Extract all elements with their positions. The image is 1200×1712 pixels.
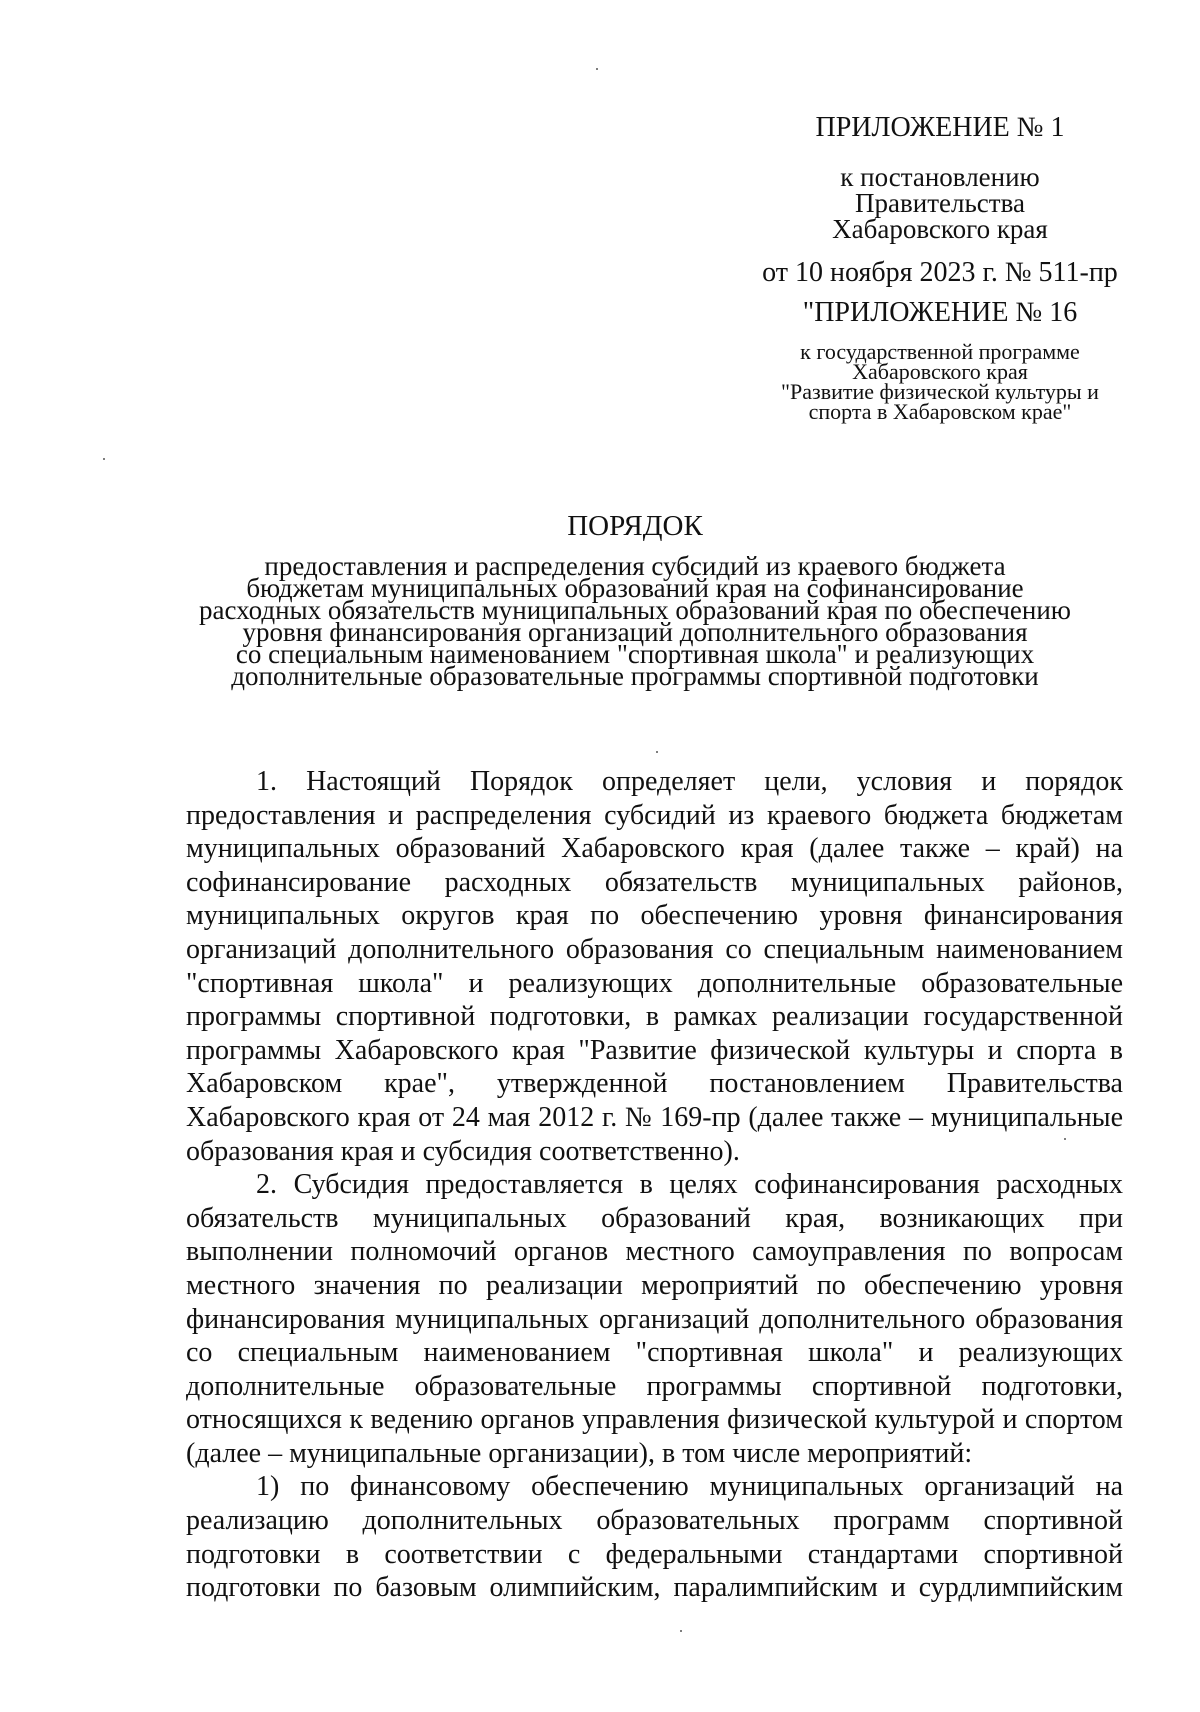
- program-reference: [730, 339, 1150, 424]
- subtitle-line-6: дополнительные образовательные программы спортивной подготовки: [231, 661, 1039, 691]
- scan-speck: [680, 1630, 682, 1632]
- paragraph-1: 1. Настоящий Порядок определяет цели, условия и порядок предоставления и распределения субсидий из краевого бюджета бюджетам муниципальных образований Хабаровского края (далее также – край) на софинансирование расходных обязательств муниципальных районов, муниципальных округов края по обеспечению уровня финансирования организаций дополнительного образования со специальным наименованием "спортивная школа" и реализующих дополнительные образовательные программы спортивной подготовки, в рамках реализации государственной программы Хабаровского края "Развитие физической культуры и спорта в Хабаровском крае", утвержденной постановлением Правительства Хабаровского края от 24 мая 2012 г. № 169-пр (далее также – муниципальные образования края и субсидия соответственно).: [186, 766, 1123, 1167]
- subtitle-line-3: расходных обязательств муниципальных образований края по обеспечению: [199, 595, 1071, 625]
- scan-speck: [656, 751, 658, 753]
- subtitle-line-5: со специальным наименованием "спортивная школа" и реализующих: [235, 639, 1035, 669]
- resolution-line-1: к постановлению: [840, 162, 1040, 192]
- document-subtitle: [185, 551, 1085, 691]
- paragraph-2: 2. Субсидия предоставляется в целях софинансирования расходных обязательств муниципальных образований края, возникающих при выполнении полномочий органов местного самоуправления по вопросам местного значения по реализации мероприятий по обеспечению уровня финансирования муниципальных организаций дополнительного образования со специальным наименованием "спортивная школа" и реализующих дополнительные образовательные программы спортивной подготовки, относящихся к ведению органов управления физической культурой и спортом (далее – муниципальные организации), в том числе мероприятий:: [186, 1169, 1123, 1469]
- scan-speck: [1064, 1138, 1066, 1140]
- scan-speck: [596, 68, 598, 70]
- scan-speck: [103, 458, 105, 460]
- appendix-1-heading: ПРИЛОЖЕНИЕ № 1: [815, 112, 1065, 143]
- resolution-reference: [730, 164, 1150, 242]
- paragraph-3: 1) по финансовому обеспечению муниципальных организаций на реализацию дополнительных образовательных программ спортивной подготовки в соответствии с федеральными стандартами спортивной: [186, 1471, 1123, 1570]
- document-title: ПОРЯДОК: [567, 510, 703, 542]
- subtitle-line-1: предоставления и распределения субсидий из краевого бюджета: [264, 551, 1006, 581]
- paragraph-3-last-line: подготовки по базовым олимпийским, паралимпийским и сурдлимпийским: [186, 1572, 1123, 1604]
- program-line-3: "Развитие физической культуры и: [781, 379, 1099, 404]
- program-line-2: Хабаровского края: [852, 359, 1028, 384]
- resolution-line-3: Хабаровского края: [832, 214, 1048, 244]
- subtitle-line-4: уровня финансирования организаций дополнительного образования: [242, 617, 1028, 647]
- resolution-date-number: от 10 ноября 2023 г. № 511-пр: [762, 257, 1118, 288]
- appendix-16-heading: "ПРИЛОЖЕНИЕ № 16: [802, 297, 1078, 328]
- program-line-1: к государственной программе: [800, 339, 1080, 364]
- document-body: [186, 765, 1123, 1605]
- resolution-line-2: Правительства: [855, 188, 1025, 218]
- program-line-4: спорта в Хабаровском крае": [808, 399, 1072, 424]
- document-header: [730, 110, 1150, 422]
- subtitle-line-2: бюджетам муниципальных образований края на софинансирование: [246, 573, 1024, 603]
